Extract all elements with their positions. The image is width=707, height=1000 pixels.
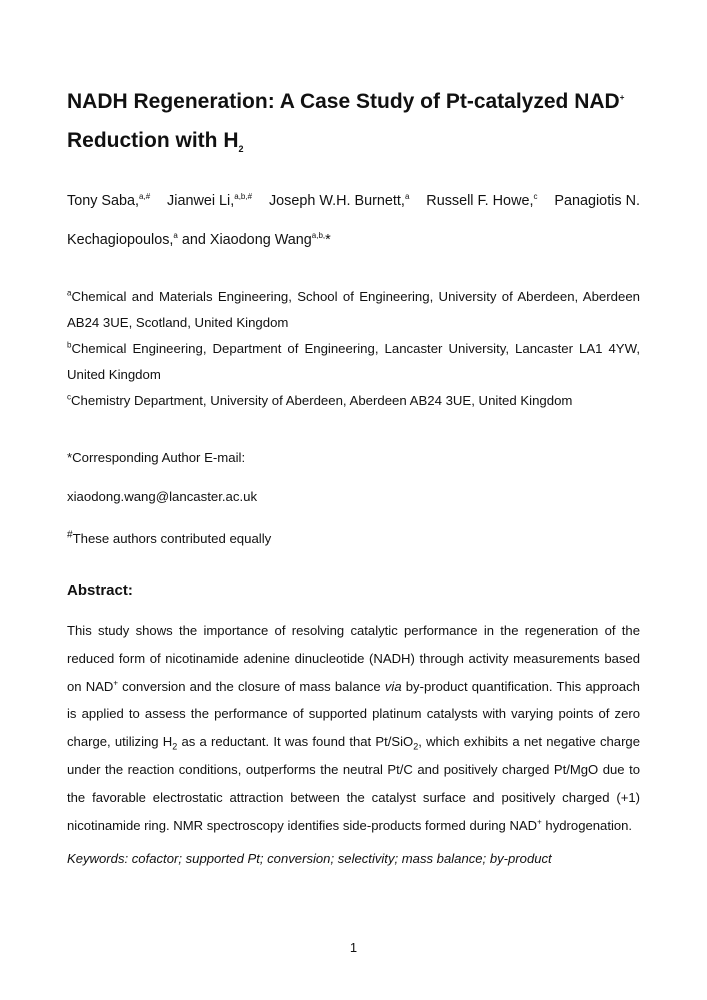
author: Russell F. Howe,$^c$: [426, 192, 538, 209]
paper-title: NADH Regeneration: A Case Study of Pt-catalyzed NAD+ Reduction with $H_2$: [67, 90, 625, 155]
affiliation-c: $^c$Chemistry Department, University of Aberdeen, Aberdeen AB24 3UE, United Kingdom: [67, 392, 573, 408]
author: Jianwei Li,$^{a,b,\#}$: [167, 192, 253, 209]
author: Joseph W.H. Burnett,$^a$: [268, 192, 410, 209]
corresponding-email[interactable]: xiaodong.wang@lancaster.ac.uk: [67, 489, 258, 504]
affiliation-a-continued: AB24 3UE, Scotland, United Kingdom: [67, 315, 289, 330]
affiliation-b: $^b$Chemical Engineering, Department of Engineering, Lancaster University, Lancaster LA1 4YW,: [67, 340, 640, 356]
page-number: 1: [349, 940, 358, 955]
affiliation-b-continued: United Kingdom: [67, 367, 161, 382]
keywords: Keywords: cofactor; supported Pt; conversion; selectivity; mass balance; by-product: [67, 851, 552, 866]
affiliation-a: $^a$Chemical and Materials Engineering, School of Engineering, University of Aberdeen, Aberdeen: [67, 288, 640, 304]
author-list: [67, 191, 640, 211]
corresponding-author-label: *Corresponding Author E-mail:: [67, 450, 246, 465]
author: Tony Saba,$^{a,\#}$: [67, 192, 151, 209]
author: Panagiotis N.: [554, 193, 640, 209]
author-list-continued: Kechagiopoulos,$^a$ and Xiaodong Wang$^{a,b,}$*: [67, 231, 331, 248]
equal-contribution-note: #These authors contributed equally: [67, 529, 272, 546]
abstract-heading: Abstract:: [67, 582, 133, 599]
abstract-text: This study shows the importance of resolving catalytic performance in the regeneration of the reduced form of nicotinamide adenine dinucleotide (NADH) through activity measurements based on NAD+ conversion and the closure of mass balance via by-product quantification. This approach is applied to assess the performance of supported platinum catalysts with varying points of zero charge, utilizing $H_2$ as a reductant. It was found that Pt/SiO$_2$, which exhibits a net negative charge under the reaction conditions, outperforms the neutral Pt/C and positively charged Pt/MgO due to the favorable electrostatic attraction between the catalyst surface and positively charged (+1) nicotinamide ring. NMR spectroscopy identifies side-products formed during NAD+ hydrogenation.: [67, 623, 640, 833]
